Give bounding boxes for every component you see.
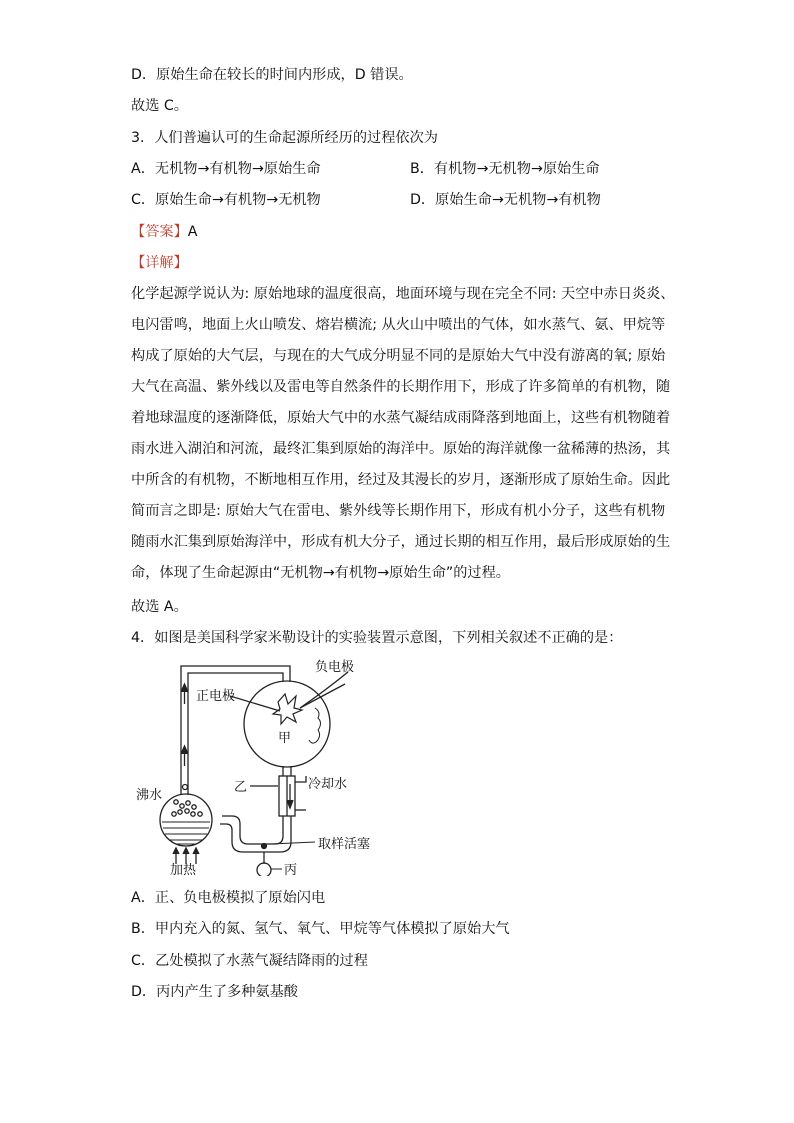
q3-option-a: A．无机物→有机物→原始生命 [131, 161, 321, 177]
q4-option-d: D．丙内产生了多种氨基酸 [131, 984, 298, 1000]
miller-apparatus-diagram [130, 656, 370, 876]
detail-line: 大气在高温、紫外线以及雷电等自然条件的长期作用下，形成了许多简单的有机物，随 [131, 379, 671, 395]
q3-detail-paragraph [131, 279, 675, 589]
q3-option-b: B．有机物→无机物→原始生命 [410, 161, 600, 177]
label-boiling-water: 沸水 [136, 788, 163, 803]
detail-line: 着地球温度的逐渐降低，原始大气中的水蒸气凝结成雨降落到地面上，这些有机物随着 [131, 410, 671, 426]
answer-label: 【答案】 [131, 224, 188, 240]
detail-line: 电闪雷鸣，地面上火山喷发、熔岩横流; 从火山中喷出的气体，如水蒸气、氨、甲烷等 [131, 317, 666, 333]
label-sampling-valve: 取样活塞 [318, 837, 370, 852]
label-bing: 丙 [284, 863, 298, 876]
q4-option-b: B．甲内充入的氮、氢气、氧气、甲烷等气体模拟了原始大气 [131, 921, 510, 937]
q3-stem: 3．人们普遍认可的生命起源所经历的过程依次为 [131, 130, 438, 146]
flask-jia [244, 681, 330, 767]
detail-line: 随雨水汇集到原始海洋中，形成有机大分子，通过长期的相互作用，最后形成原始的生 [131, 534, 671, 550]
q3-answer [131, 222, 197, 242]
q3-conclusion: 故选 A。 [131, 599, 188, 615]
label-cooling-water: 冷却水 [308, 777, 348, 792]
label-flask-jia: 甲 [278, 731, 292, 746]
label-pos-electrode: 正电极 [196, 689, 236, 704]
answer-value: A [187, 224, 198, 240]
detail-line: 化学起源学说认为: 原始地球的温度很高，地面环境与现在完全不同: 天空中赤日炎炎、 [131, 286, 675, 302]
detail-line: 命，体现了生命起源由“无机物→有机物→原始生命”的过程。 [131, 565, 510, 581]
q2-option-d: D．原始生命在较长的时间内形成，D 错误。 [131, 67, 413, 83]
detail-line: 简而言之即是: 原始大气在雷电、紫外线等长期作用下，形成有机小分子，这些有机物 [131, 503, 666, 519]
label-neg-electrode: 负电极 [315, 660, 355, 675]
label-yi: 乙 [234, 780, 248, 795]
label-heating: 加热 [170, 863, 197, 876]
q4-option-a: A．正、负电极模拟了原始闪电 [131, 890, 326, 906]
detail-line: 雨水进入湖泊和河流，最终汇集到原始的海洋中。原始的海洋就像一盆稀薄的热汤，其 [131, 441, 671, 457]
q3-option-d: D．原始生命→无机物→有机物 [410, 192, 601, 208]
detail-line: 构成了原始的大气层，与现在的大气成分明显不同的是原始大气中没有游离的氧; 原始 [131, 348, 666, 364]
q4-option-c: C．乙处模拟了水蒸气凝结降雨的过程 [131, 953, 368, 969]
q3-detail-label: 【详解】 [131, 255, 188, 271]
q3-option-c: C．原始生命→有机物→无机物 [131, 192, 321, 208]
q2-conclusion: 故选 C。 [131, 98, 188, 114]
detail-line: 中所含的有机物，不断地相互作用，经过及其漫长的岁月，逐渐形成了原始生命。因此 [131, 472, 671, 488]
q4-stem: 4．如图是美国科学家米勒设计的实验装置示意图，下列相关叙述不正确的是： [131, 630, 623, 646]
